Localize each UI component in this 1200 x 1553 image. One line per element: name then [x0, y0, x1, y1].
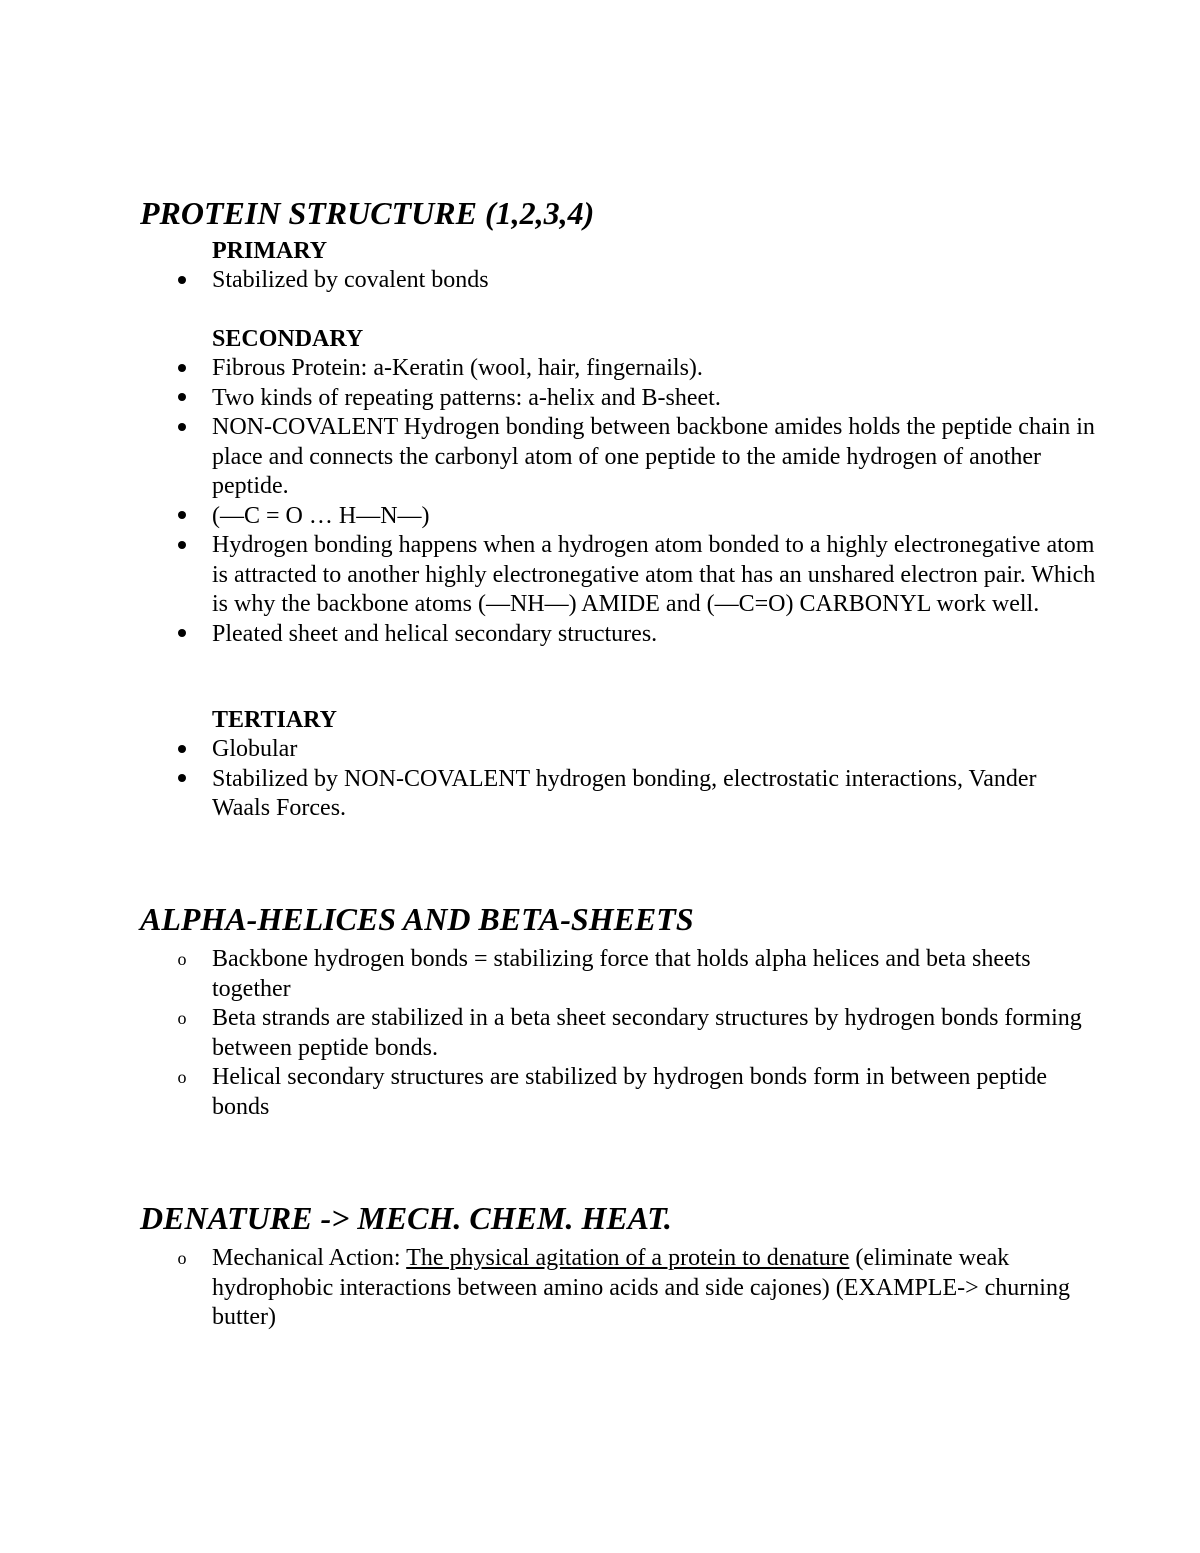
bullet-icon [172, 413, 192, 443]
list-item-text: Two kinds of repeating patterns: a-helix and B-sheet. [212, 384, 721, 411]
list-item [0, 1004, 1200, 1063]
list-item-prefix: Mechanical Action: [212, 1245, 407, 1271]
list-item-text: Stabilized by covalent bonds [212, 267, 489, 293]
bullet-icon [172, 502, 192, 532]
bullet-icon [172, 531, 192, 561]
bullet-icon [172, 354, 192, 384]
bullet-icon [172, 765, 192, 795]
list-item [0, 266, 1200, 296]
list-item [0, 1244, 1200, 1333]
primary-list [0, 266, 1200, 296]
bullet-icon [172, 384, 192, 414]
list-item-suffix: (eliminate weak hydrophobic interactions between amino acids and side cajones) (EXAMPLE-> churning butter) [212, 1245, 1070, 1330]
circle-bullet-icon: o [177, 1248, 187, 1268]
list-item-text: Pleated sheet and helical secondary structures. [212, 620, 658, 647]
secondary-list [0, 354, 1200, 649]
list-item-text: Globular [212, 736, 298, 762]
bullet-icon [172, 620, 192, 650]
section-title-denature: DENATURE -> MECH. CHEM. HEAT. [140, 1200, 672, 1236]
section-title-protein-structure: PROTEIN STRUCTURE (1,2,3,4) [140, 195, 595, 231]
subheading-secondary: SECONDARY [212, 326, 364, 352]
subheading-primary: PRIMARY [212, 238, 328, 264]
circle-bullet-icon: o [177, 1008, 187, 1028]
list-item-text: Fibrous Protein: a-Keratin (wool, hair, fingernails). [212, 355, 703, 381]
section-title-alpha-beta: ALPHA-HELICES AND BETA-SHEETS [140, 901, 694, 937]
list-item [0, 945, 1200, 1004]
bullet-icon [172, 266, 192, 296]
list-item-text: Stabilized by NON-COVALENT hydrogen bonding, electrostatic interactions, Vander Waals Forces. [212, 765, 1037, 821]
list-item-text: (—C = O … H—N—) [212, 502, 430, 529]
list-item [0, 765, 1200, 824]
list-item [0, 502, 1200, 532]
subheading-tertiary: TERTIARY [212, 707, 338, 733]
list-item-underlined: The physical agitation of a protein to denature [406, 1245, 850, 1271]
denature-list [0, 1244, 1200, 1333]
list-item-text: Backbone hydrogen bonds = stabilizing force that holds alpha helices and beta sheets together [212, 946, 1031, 1002]
circle-bullet-icon: o [177, 1067, 187, 1087]
list-item [0, 531, 1200, 620]
list-item-text: Helical secondary structures are stabilized by hydrogen bonds form in between peptide bonds [212, 1064, 1048, 1120]
list-item-text: Hydrogen bonding happens when a hydrogen atom bonded to a highly electronegative atom is attracted to another highly electronegative atom that has an unshared electron pair. Which is why the backbone atoms (—NH—) AMIDE and (—C=O) CARBONYL work well. [212, 532, 1096, 617]
list-item [0, 1063, 1200, 1122]
alpha-beta-list [0, 945, 1200, 1122]
list-item [0, 384, 1200, 414]
list-item-text: NON-COVALENT Hydrogen bonding between backbone amides holds the peptide chain in place and connects the carbonyl atom of one peptide to the amide hydrogen of another peptide. [212, 414, 1095, 499]
bullet-icon [172, 735, 192, 765]
list-item [0, 620, 1200, 650]
tertiary-list [0, 735, 1200, 824]
list-item-text: Beta strands are stabilized in a beta sheet secondary structures by hydrogen bonds forming between peptide bonds. [212, 1005, 1082, 1061]
circle-bullet-icon: o [177, 949, 187, 969]
list-item [0, 354, 1200, 384]
list-item [0, 735, 1200, 765]
list-item [0, 413, 1200, 502]
